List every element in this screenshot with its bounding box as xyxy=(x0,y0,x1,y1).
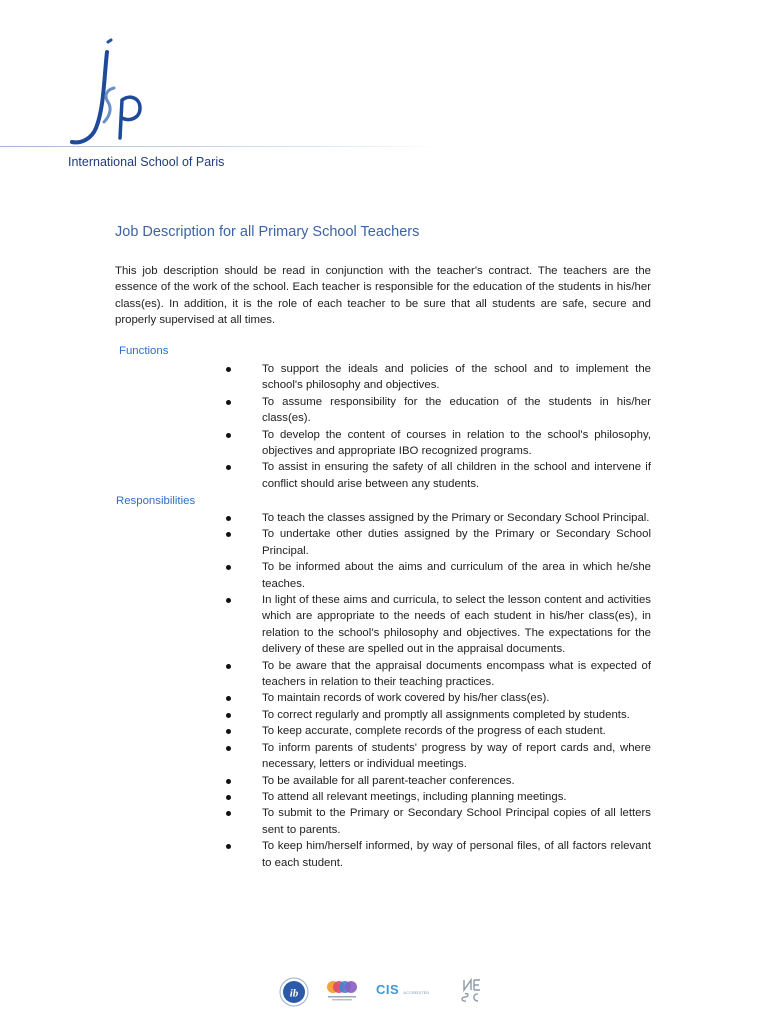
list-item-text: To be informed about the aims and curriculum of the area in which he/she teaches. xyxy=(262,561,651,590)
list-item-text: To undertake other duties assigned by the Primary or Secondary School Principal. xyxy=(262,528,651,557)
functions-list xyxy=(222,361,651,492)
list-item xyxy=(222,526,651,559)
bullet-icon xyxy=(226,729,231,734)
list-item xyxy=(222,394,651,427)
bullet-icon xyxy=(226,465,231,470)
list-item xyxy=(222,707,651,723)
bullet-icon xyxy=(226,795,231,800)
functions-heading: Functions xyxy=(119,345,169,357)
school-name: International School of Paris xyxy=(68,155,225,169)
list-item-text: In light of these aims and curricula, to select the lesson content and activities which are appropriate to the needs of each student in his/her class(es), in relation to the school’s philosophy and objectives. The expectations for the delivery of these are spelled out in the appraisal documents. xyxy=(262,594,651,656)
bullet-icon xyxy=(226,713,231,718)
list-item xyxy=(222,773,651,789)
list-item xyxy=(222,723,651,739)
list-item xyxy=(222,789,651,805)
bullet-icon xyxy=(226,811,231,816)
cis-logo-text: CIS xyxy=(376,982,400,997)
accreditation-logos xyxy=(276,974,496,1008)
document-title: Job Description for all Primary School Teachers xyxy=(115,224,420,240)
ib-logo-icon xyxy=(279,977,309,1007)
ecis-logo-icon xyxy=(324,978,362,1004)
list-item xyxy=(222,459,651,492)
list-item xyxy=(222,559,651,592)
list-item-text: To inform parents of students' progress by way of report cards and, where necessary, letters or individual meetings. xyxy=(262,741,651,771)
intro-paragraph: This job description should be read in conjunction with the teacher's contract. The teachers are the essence of the work of the school. Each teacher is responsible for the education of the students in his/her class(es). In addition, it is the role of each teacher to be sure that all students are safe, secure and properly supervised at all times. xyxy=(115,265,651,327)
list-item-text: To be aware that the appraisal documents encompass what is expected of teachers in relation to their teaching practices. xyxy=(262,659,651,689)
bullet-icon xyxy=(226,598,231,603)
list-item xyxy=(222,690,651,706)
list-item-text: To maintain records of work covered by his/her class(es). xyxy=(262,692,550,705)
bullet-icon xyxy=(226,844,231,849)
list-item-text: To correct regularly and promptly all assignments completed by students. xyxy=(262,708,630,721)
list-item xyxy=(222,592,651,658)
bullet-icon xyxy=(226,400,231,405)
isp-logo xyxy=(64,38,154,150)
list-item-text: To keep him/herself informed, by way of personal files, of all factors relevant to each student. xyxy=(262,840,651,869)
list-item-text: To develop the content of courses in relation to the school's philosophy, objectives and appropriate IBO recognized programs. xyxy=(262,428,651,458)
bullet-icon xyxy=(226,565,231,570)
cis-accredited-text: ACCREDITED xyxy=(403,990,430,995)
responsibilities-list xyxy=(222,510,651,871)
list-item-text: To keep accurate, complete records of the progress of each student. xyxy=(262,725,606,738)
bullet-icon xyxy=(226,532,231,537)
cis-logo xyxy=(376,982,429,997)
list-item-text: To teach the classes assigned by the Primary or Secondary School Principal. xyxy=(262,512,650,524)
responsibilities-heading: Responsibilities xyxy=(116,495,196,507)
list-item xyxy=(222,838,651,871)
bullet-icon xyxy=(226,367,231,372)
bullet-icon xyxy=(226,696,231,701)
list-item-text: To support the ideals and policies of the school and to implement the school's philosophy and objectives. xyxy=(262,363,651,392)
bullet-icon xyxy=(226,779,231,784)
list-item-text: To be available for all parent-teacher conferences. xyxy=(262,774,515,787)
list-item xyxy=(222,658,651,691)
list-item-text: To assume responsibility for the education of the students in his/her class(es). xyxy=(262,395,651,425)
bullet-icon xyxy=(226,746,231,751)
list-item-text: To submit to the Primary or Secondary School Principal copies of all letters sent to parents. xyxy=(262,807,651,836)
list-item xyxy=(222,427,651,460)
header-rule xyxy=(0,146,440,147)
list-item xyxy=(222,740,651,773)
list-item xyxy=(222,510,651,526)
bullet-icon xyxy=(226,433,231,438)
bullet-icon xyxy=(226,516,231,521)
bullet-icon xyxy=(226,664,231,669)
list-item xyxy=(222,361,651,394)
list-item-text: To attend all relevant meetings, including planning meetings. xyxy=(262,790,567,803)
neasc-logo-icon xyxy=(460,976,486,1006)
ib-logo-text: ib xyxy=(289,987,299,1000)
list-item-text: To assist in ensuring the safety of all children in the school and intervene if conflict should arise between any students. xyxy=(262,461,651,490)
list-item xyxy=(222,805,651,838)
